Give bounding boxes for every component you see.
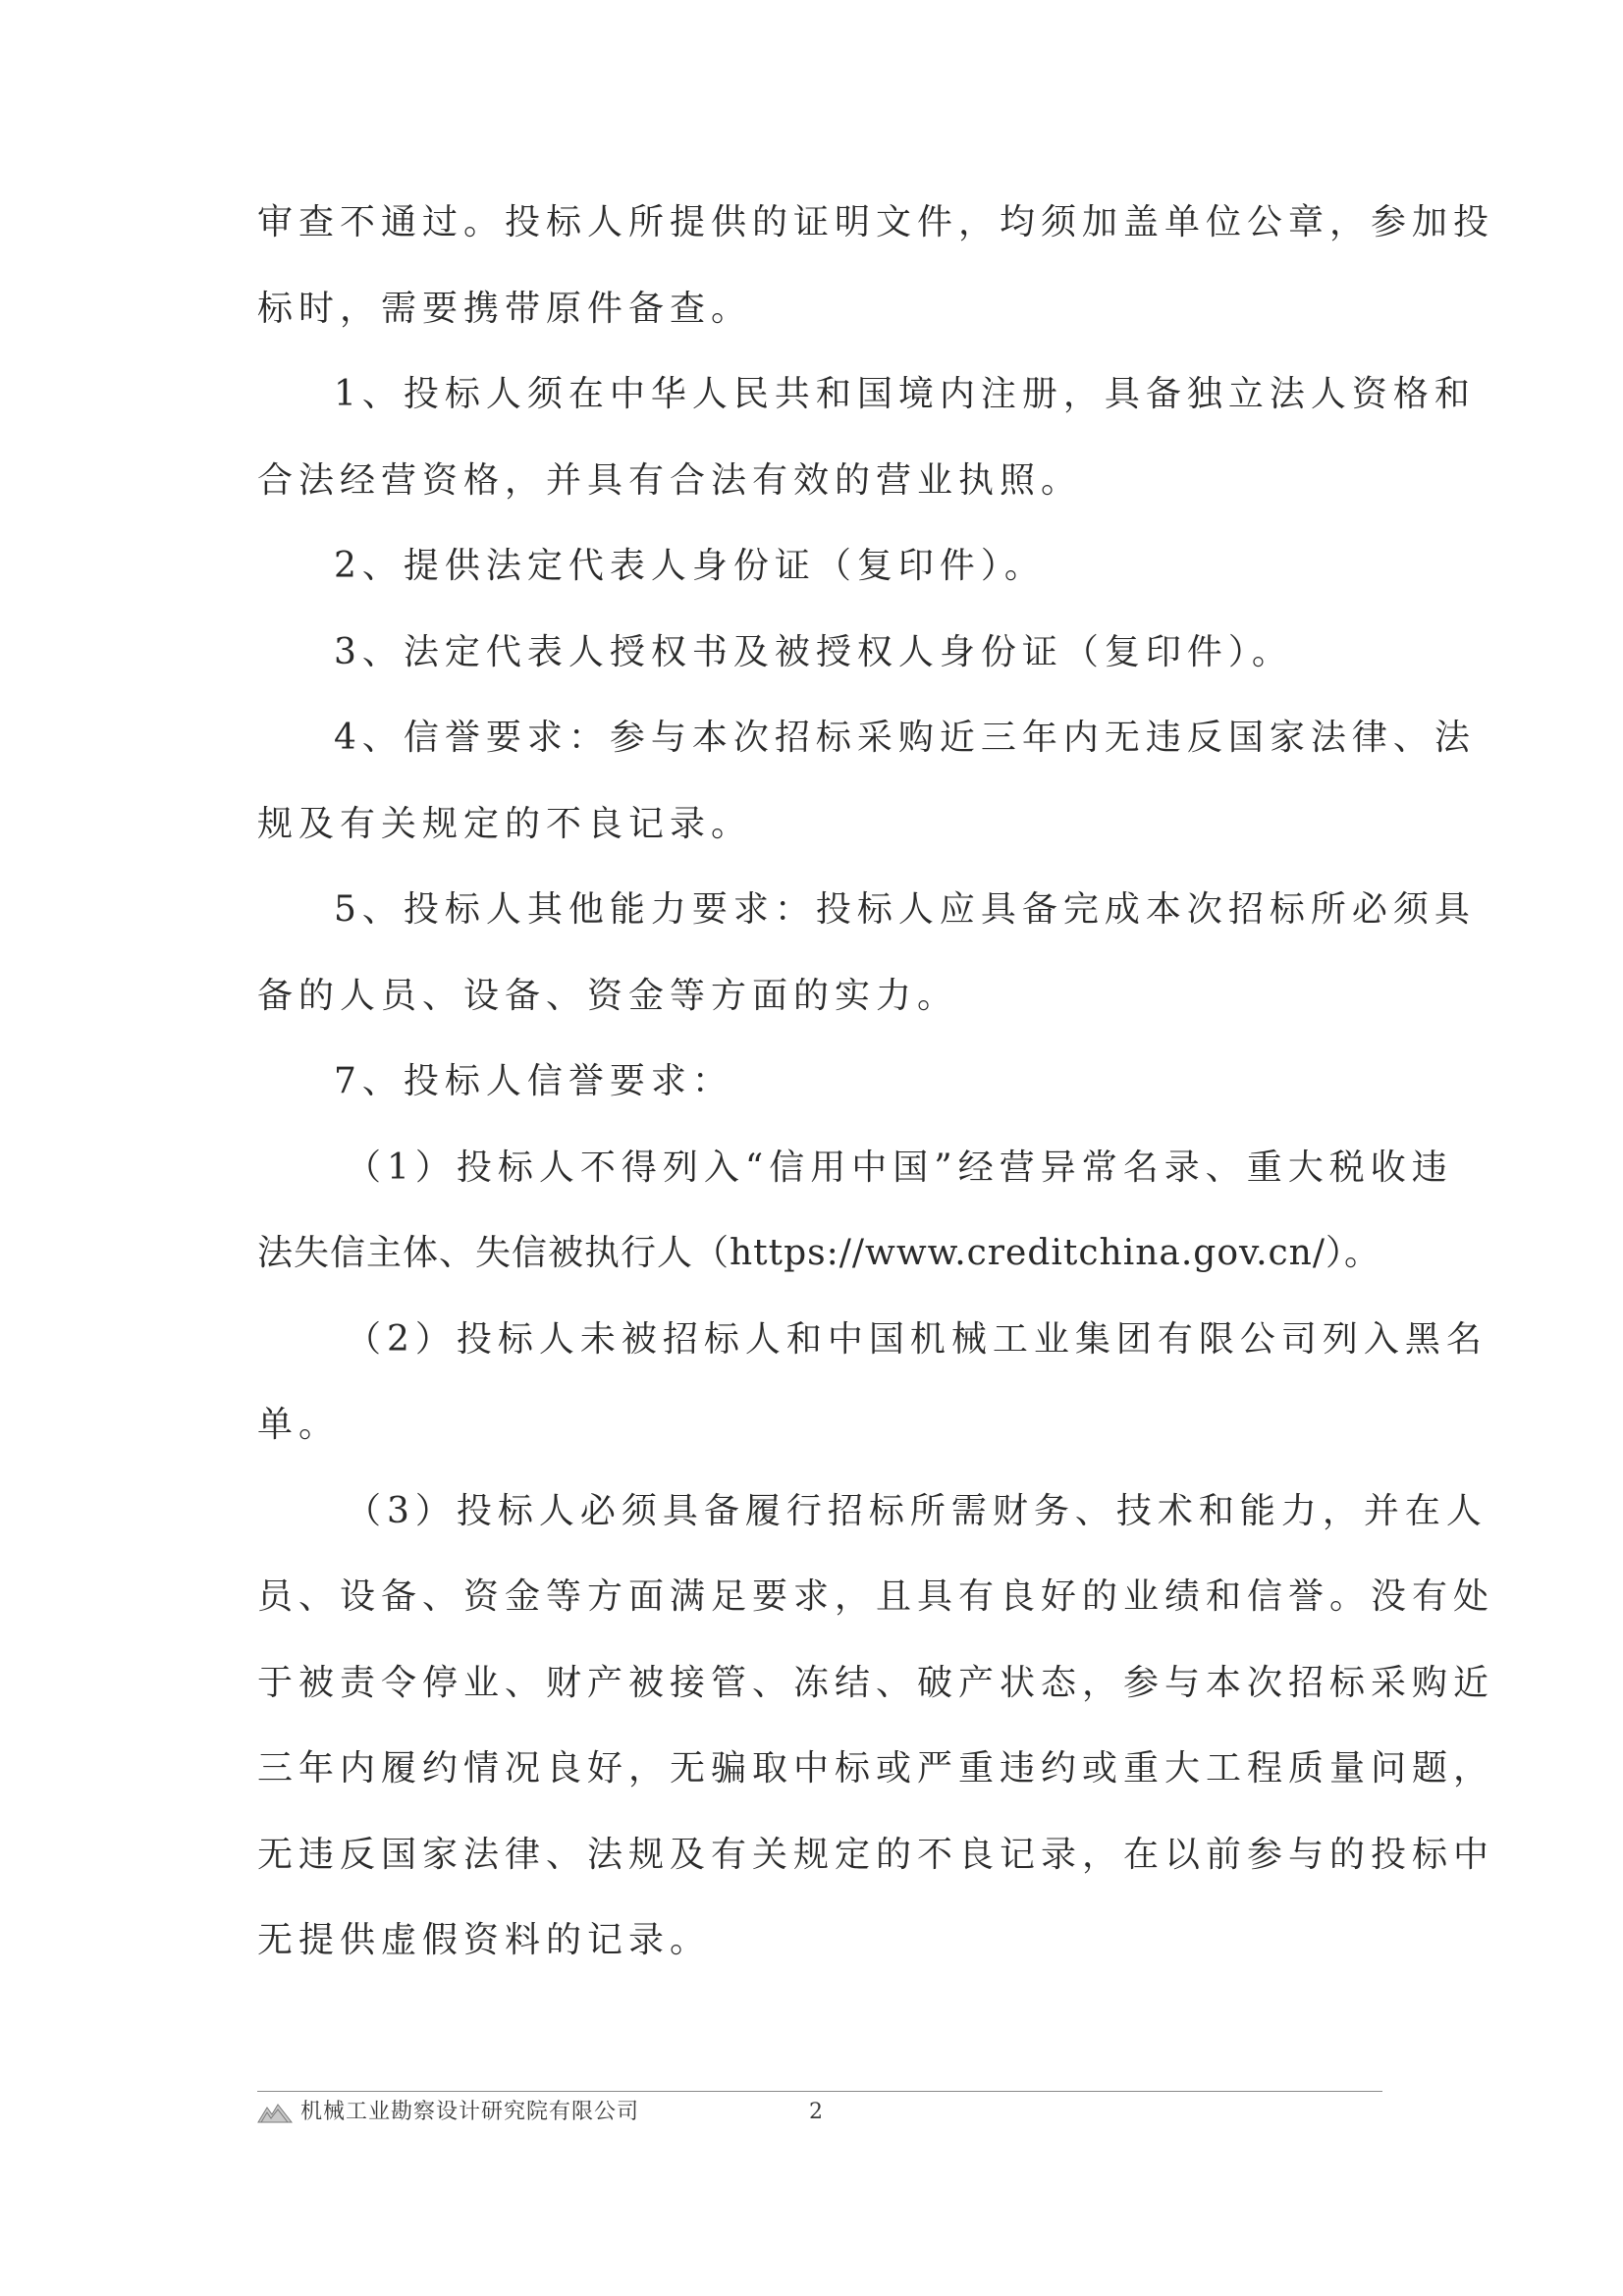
text-line: （3）投标人必须具备履行招标所需财务、技术和能力，并在人 bbox=[346, 1490, 1488, 1531]
text-line: 法失信主体、失信被执行人（https://www.creditchina.gov.cn/）。 bbox=[257, 1233, 1381, 1273]
text-line: 标时，需要携带原件备查。 bbox=[257, 288, 753, 329]
text-line: 7、投标人信誉要求： bbox=[334, 1061, 733, 1101]
text-line: （2）投标人未被招标人和中国机械工业集团有限公司列入黑名 bbox=[346, 1318, 1488, 1360]
text-line: 合法经营资格，并具有合法有效的营业执照。 bbox=[257, 459, 1083, 501]
text-line: 4、信誉要求：参与本次招标采购近三年内无违反国家法律、法 bbox=[334, 718, 1476, 758]
text-line: 三年内履约情况良好，无骗取中标或严重违约或重大工程质量问题， bbox=[257, 1748, 1495, 1789]
mountain-logo-icon bbox=[257, 2101, 293, 2124]
page-number: 2 bbox=[809, 2100, 823, 2124]
body-text bbox=[257, 201, 1495, 2005]
page-footer bbox=[257, 2091, 1382, 2130]
footer-divider bbox=[257, 2091, 1382, 2092]
text-line: 1、投标人须在中华人民共和国境内注册，具备独立法人资格和 bbox=[334, 374, 1476, 414]
text-line: 单。 bbox=[257, 1405, 341, 1445]
text-line: （1）投标人不得列入“信用中国”经营异常名录、重大税收违 bbox=[346, 1147, 1453, 1188]
text-line: 员、设备、资金等方面满足要求，且具有良好的业绩和信誉。没有处 bbox=[257, 1576, 1495, 1617]
text-line: 备的人员、设备、资金等方面的实力。 bbox=[257, 975, 959, 1016]
text-line: 于被责令停业、财产被接管、冻结、破产状态，参与本次招标采购近 bbox=[257, 1662, 1495, 1703]
text-line: 2、提供法定代表人身份证（复印件）。 bbox=[334, 546, 1046, 586]
footer-company-name: 机械工业勘察设计研究院有限公司 bbox=[300, 2100, 640, 2124]
text-line: 无提供虚假资料的记录。 bbox=[257, 1920, 712, 1960]
text-line: 3、法定代表人授权书及被授权人身份证（复印件）。 bbox=[334, 631, 1293, 672]
text-line: 审查不通过。投标人所提供的证明文件，均须加盖单位公章，参加投 bbox=[257, 202, 1495, 242]
text-line: 5、投标人其他能力要求：投标人应具备完成本次招标所必须具 bbox=[334, 889, 1476, 930]
text-line: 无违反国家法律、法规及有关规定的不良记录，在以前参与的投标中 bbox=[257, 1834, 1495, 1875]
text-line: 规及有关规定的不良记录。 bbox=[257, 803, 753, 844]
